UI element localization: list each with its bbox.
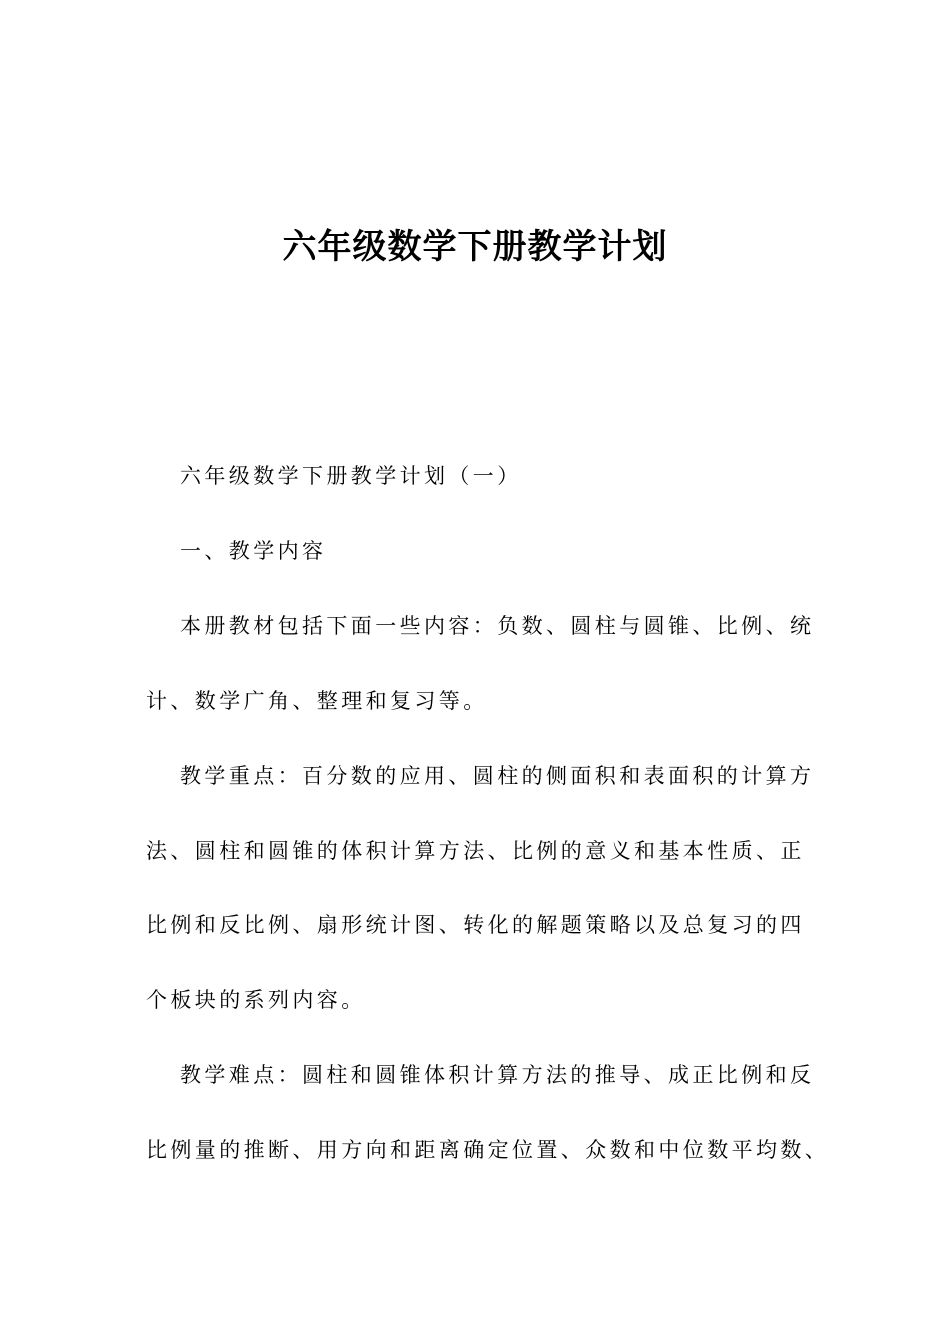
paragraph-line: 比例量的推断、用方向和距离确定位置、众数和中位数平均数、: [146, 1138, 830, 1162]
paragraph-line: 比例和反比例、扇形统计图、转化的解题策略以及总复习的四: [146, 913, 805, 937]
section-heading: 六年级数学下册教学计划（一）: [180, 464, 522, 488]
paragraph-line: 计、数学广角、整理和复习等。: [146, 689, 488, 713]
paragraph-line: 教学重点：百分数的应用、圆柱的侧面积和表面积的计算方: [180, 764, 815, 788]
paragraph-line: 法、圆柱和圆锥的体积计算方法、比例的意义和基本性质、正: [146, 839, 805, 863]
paragraph-line: 教学难点：圆柱和圆锥体积计算方法的推导、成正比例和反: [180, 1063, 815, 1087]
paragraph-line: 个板块的系列内容。: [146, 988, 366, 1012]
document-title: 六年级数学下册教学计划: [282, 227, 668, 267]
paragraph-line: 本册教材包括下面一些内容：负数、圆柱与圆锥、比例、统: [180, 614, 815, 638]
subsection-heading: 一、教学内容: [180, 539, 327, 563]
